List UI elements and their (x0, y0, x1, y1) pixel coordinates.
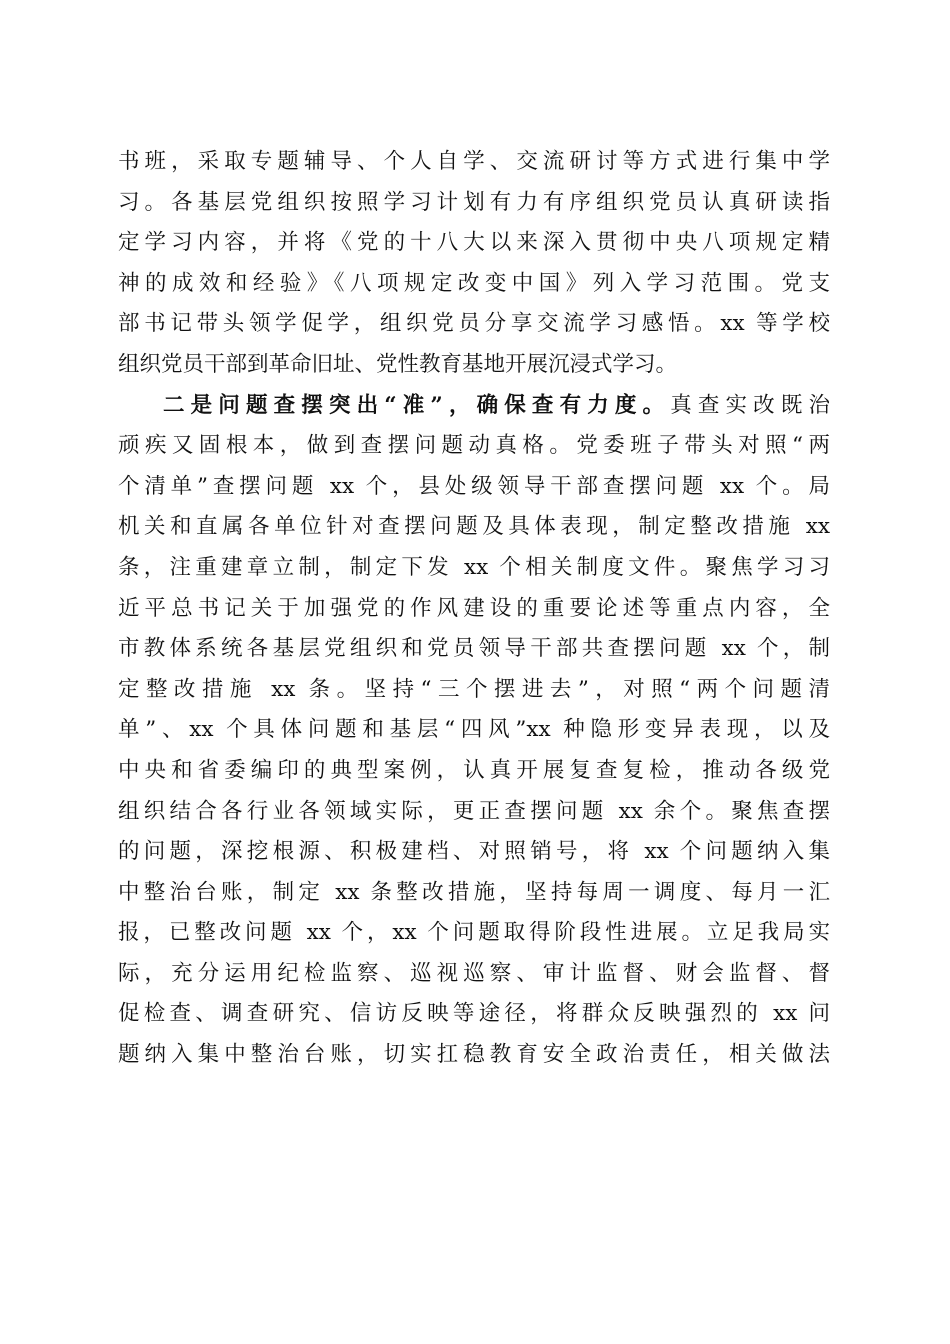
text-line: 个清单”查摆问题 xx 个，县处级领导干部查摆问题 xx 个。局 (118, 473, 830, 499)
paragraph-study (118, 142, 830, 386)
text-line: 近平总书记关于加强党的作风建设的重要论述等重点内容，全 (118, 595, 830, 621)
section-heading: 二是问题查摆突出“准”，确保查有力度。 (163, 392, 671, 418)
text-line: 机关和直属各单位针对查摆问题及具体表现，制定整改措施 xx (118, 514, 830, 540)
text-line: 书班，采取专题辅导、个人自学、交流研讨等方式进行集中学 (118, 149, 830, 174)
text-line-first (118, 386, 830, 427)
text-line: 中整治台账，制定 xx 条整改措施，坚持每周一调度、每月一汇 (118, 879, 830, 905)
text-line: 单”、xx 个具体问题和基层“四风”xx 种隐形变异表现，以及 (118, 717, 830, 743)
text-line: 神的成效和经验》《八项规定改变中国》列入学习范围。党支 (118, 270, 830, 296)
text-line: 定整改措施 xx 条。坚持“三个摆进去”，对照“两个问题清 (118, 676, 830, 702)
text-line: 的问题，深挖根源、积极建档、对照销号，将 xx 个问题纳入集 (118, 839, 830, 865)
text-line: 中央和省委编印的典型案例，认真开展复查复检，推动各级党 (118, 757, 830, 783)
text-line: 定学习内容，并将《党的十八大以来深入贯彻中央八项规定精 (118, 230, 830, 256)
text-line: 促检查、调查研究、信访反映等途径，将群众反映强烈的 xx 问 (118, 1001, 830, 1027)
text-line: 顽疾又固根本，做到查摆问题动真格。党委班子带头对照“两 (118, 433, 830, 459)
text-line: 条，注重建章立制，制定下发 xx 个相关制度文件。聚焦学习习 (118, 554, 830, 580)
text-line: 题纳入集中整治台账，切实扛稳教育安全政治责任，相关做法 (118, 1042, 830, 1068)
text-line: 际，充分运用纪检监察、巡视巡察、审计监督、财会监督、督 (118, 960, 830, 986)
document-page (118, 142, 830, 1076)
text-line: 习。各基层党组织按照学习计划有力有序组织党员认真研读指 (118, 189, 830, 215)
text-line: 市教体系统各基层党组织和党员领导干部共查摆问题 xx 个，制 (118, 636, 830, 662)
text-line: 组织党员干部到革命旧址、党性教育基地开展沉浸式学习。 (118, 351, 678, 377)
text-line: 报，已整改问题 xx 个，xx 个问题取得阶段性进展。立足我局实 (118, 920, 830, 946)
heading-continuation: 真查实改既治 (670, 392, 830, 418)
text-line: 组织结合各行业各领域实际，更正查摆问题 xx 余个。聚焦查摆 (118, 798, 830, 824)
text-line: 部书记带头领学促学，组织党员分享交流学习感悟。xx 等学校 (118, 311, 830, 337)
paragraph-problem-check (118, 386, 830, 1076)
